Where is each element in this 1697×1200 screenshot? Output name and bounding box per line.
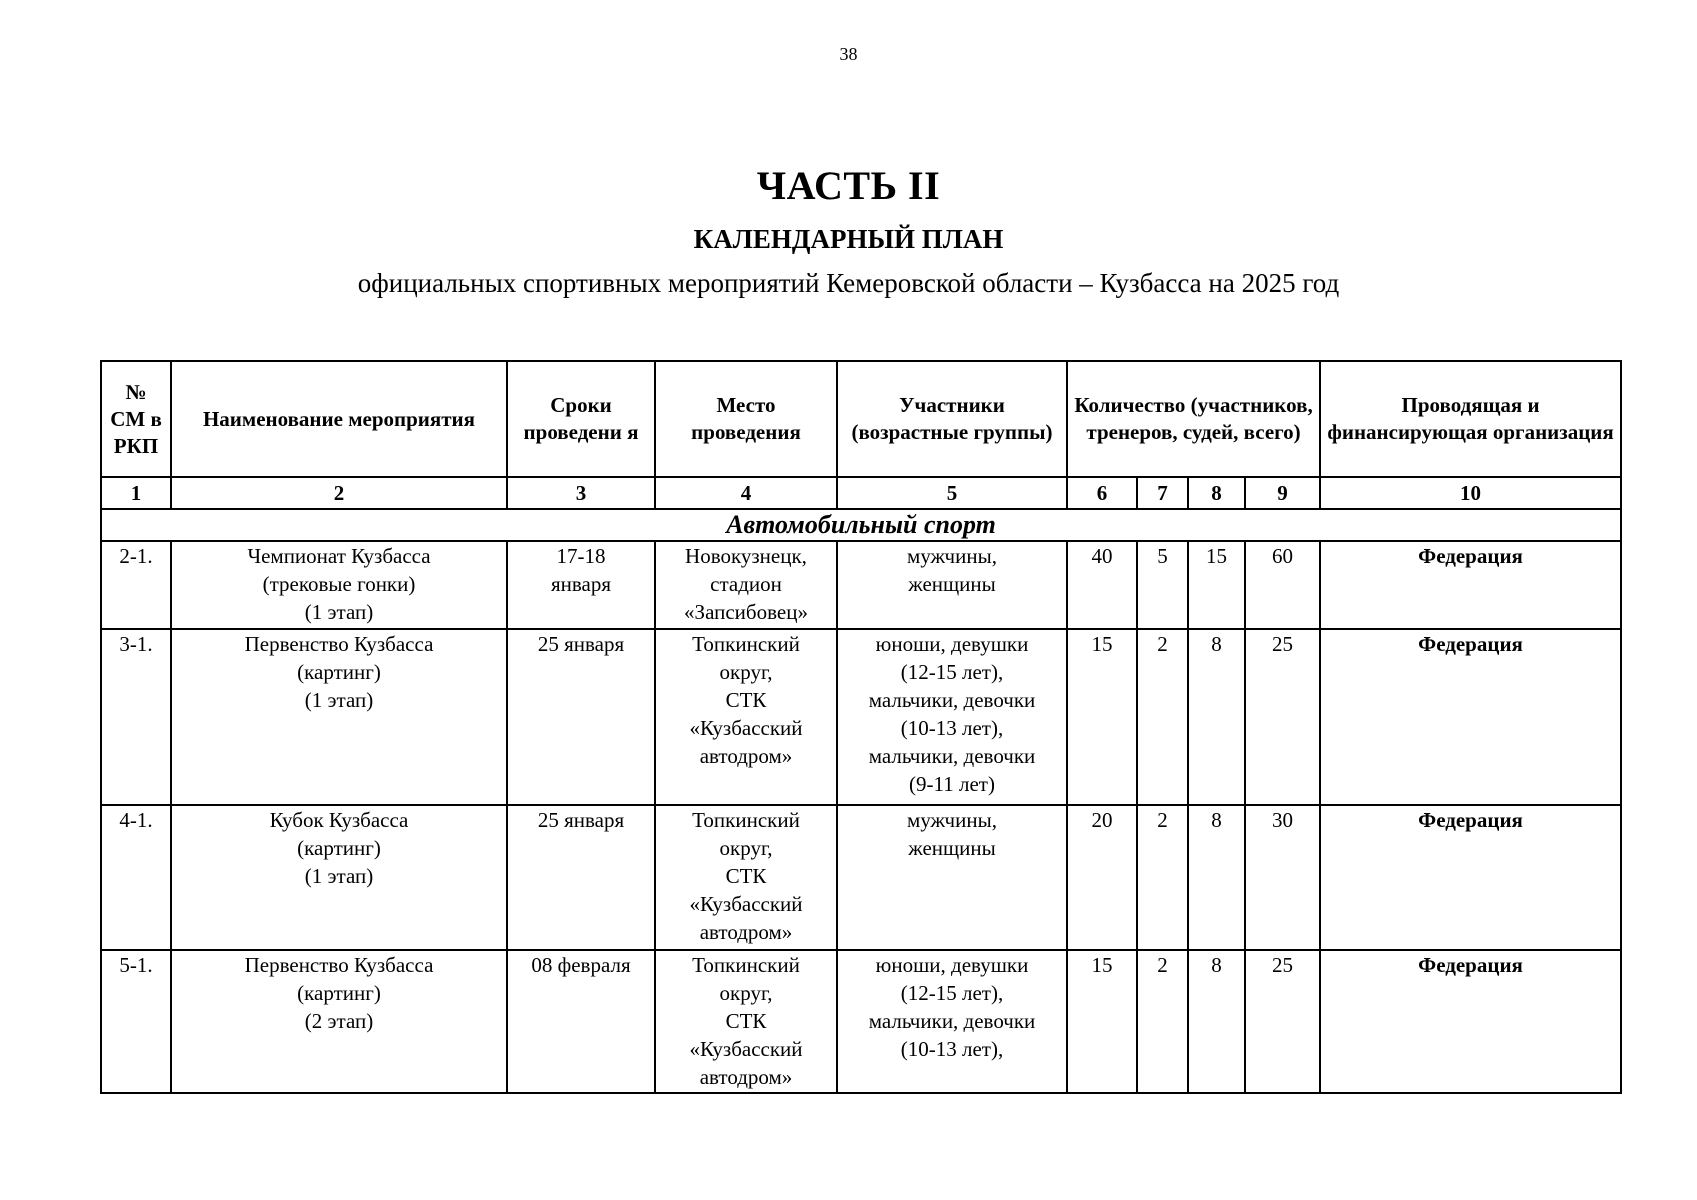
text-line: автодром» (699, 920, 793, 944)
text-line: (картинг) (297, 660, 381, 684)
event-number: 5-1. (101, 950, 171, 1093)
text-line: «Кузбасский (689, 892, 803, 916)
text-line: стадион (710, 572, 782, 596)
header-name: Наименование мероприятия (171, 361, 507, 477)
event-number: 4-1. (101, 805, 171, 950)
event-place (655, 805, 837, 950)
text-line: Чемпионат Кузбасса (247, 544, 431, 568)
column-number: 5 (837, 477, 1067, 509)
text-line: Кубок Кузбасса (269, 808, 409, 832)
text-line: округ, (719, 660, 773, 684)
event-place (655, 629, 837, 805)
text-line: (1 этап) (304, 864, 374, 888)
count-judges: 8 (1188, 805, 1245, 950)
count-coaches: 2 (1137, 805, 1188, 950)
event-participants (837, 805, 1067, 950)
text-line: юноши, девушки (875, 632, 1029, 656)
text-line: «Кузбасский (689, 1037, 803, 1061)
section-row (101, 509, 1621, 541)
event-name (171, 950, 507, 1093)
text-line: (2 этап) (304, 1009, 374, 1033)
event-number: 2-1. (101, 541, 171, 629)
count-coaches: 2 (1137, 629, 1188, 805)
column-number: 8 (1188, 477, 1245, 509)
text-line: (картинг) (297, 981, 381, 1005)
event-place (655, 541, 837, 629)
text-line: (12-15 лет), (900, 660, 1004, 684)
header-count: Количество (участников, тренеров, судей, всего) (1067, 361, 1320, 477)
event-participants (837, 950, 1067, 1093)
text-line: «Запсибовец» (684, 600, 808, 624)
header-org: Проводящая и финансирующая организация (1320, 361, 1621, 477)
column-number: 4 (655, 477, 837, 509)
column-number: 9 (1245, 477, 1320, 509)
event-name (171, 629, 507, 805)
column-number: 10 (1320, 477, 1621, 509)
text-line: юноши, девушки (875, 953, 1029, 977)
text-line: (9-11 лет) (909, 772, 995, 796)
event-dates (507, 950, 655, 1093)
text-line: 08 февраля (531, 953, 631, 977)
text-line: мужчины, (907, 808, 997, 832)
event-participants (837, 629, 1067, 805)
event-organization: Федерация (1320, 541, 1621, 629)
count-judges: 8 (1188, 950, 1245, 1093)
section-title: Автомобильный спорт (101, 509, 1621, 541)
text-line: (трековые гонки) (262, 572, 416, 596)
count-participants: 40 (1067, 541, 1137, 629)
text-line: женщины (908, 572, 996, 596)
column-number: 6 (1067, 477, 1137, 509)
text-line: (10-13 лет), (900, 1037, 1004, 1061)
text-line: 17-18 (556, 544, 606, 568)
text-line: января (550, 572, 612, 596)
column-number: 7 (1137, 477, 1188, 509)
event-dates (507, 629, 655, 805)
event-dates (507, 541, 655, 629)
text-line: Первенство Кузбасса (244, 632, 434, 656)
text-line: мальчики, девочки (868, 688, 1036, 712)
event-number: 3-1. (101, 629, 171, 805)
count-judges: 8 (1188, 629, 1245, 805)
count-coaches: 5 (1137, 541, 1188, 629)
table-row (101, 629, 1621, 805)
column-number: 1 (101, 477, 171, 509)
header-row (101, 361, 1621, 477)
event-participants (837, 541, 1067, 629)
text-line: СТК (725, 688, 767, 712)
text-line: округ, (719, 981, 773, 1005)
header-no: № СМ в РКП (101, 361, 171, 477)
event-organization: Федерация (1320, 950, 1621, 1093)
text-line: округ, (719, 836, 773, 860)
text-line: мальчики, девочки (868, 744, 1036, 768)
part-title: ЧАСТЬ II (756, 163, 941, 208)
text-line: (10-13 лет), (900, 716, 1004, 740)
text-line: мужчины, (907, 544, 997, 568)
plan-subtitle: официальных спортивных мероприятий Кемеровской области – Кузбасса на 2025 год (357, 268, 1340, 298)
text-line: Топкинский (692, 808, 800, 832)
table-row (101, 541, 1621, 629)
header-participants: Участники (возрастные группы) (837, 361, 1067, 477)
count-total: 25 (1245, 950, 1320, 1093)
column-number: 3 (507, 477, 655, 509)
event-name (171, 541, 507, 629)
count-participants: 15 (1067, 950, 1137, 1093)
event-place (655, 950, 837, 1093)
column-number-row (101, 477, 1621, 509)
text-line: 25 января (537, 632, 625, 656)
count-total: 60 (1245, 541, 1320, 629)
count-participants: 20 (1067, 805, 1137, 950)
text-line: (1 этап) (304, 600, 374, 624)
text-line: Топкинский (692, 632, 800, 656)
event-name (171, 805, 507, 950)
text-line: автодром» (699, 744, 793, 768)
text-line: Топкинский (692, 953, 800, 977)
table-row (101, 805, 1621, 950)
text-line: СТК (725, 1009, 767, 1033)
text-line: мальчики, девочки (868, 1009, 1036, 1033)
text-line: автодром» (699, 1065, 793, 1089)
page-number: 38 (839, 44, 858, 64)
text-line: Новокузнецк, (685, 544, 807, 568)
text-line: «Кузбасский (689, 716, 803, 740)
plan-title: КАЛЕНДАРНЫЙ ПЛАН (693, 224, 1004, 254)
count-coaches: 2 (1137, 950, 1188, 1093)
count-total: 25 (1245, 629, 1320, 805)
count-judges: 15 (1188, 541, 1245, 629)
text-line: 25 января (537, 808, 625, 832)
header-place: Место проведения (655, 361, 837, 477)
text-line: Первенство Кузбасса (244, 953, 434, 977)
text-line: женщины (908, 836, 996, 860)
column-number: 2 (171, 477, 507, 509)
table-row (101, 950, 1621, 1093)
event-organization: Федерация (1320, 805, 1621, 950)
count-participants: 15 (1067, 629, 1137, 805)
count-total: 30 (1245, 805, 1320, 950)
text-line: (картинг) (297, 836, 381, 860)
header-dates: Сроки проведени я (507, 361, 655, 477)
text-line: (12-15 лет), (900, 981, 1004, 1005)
event-organization: Федерация (1320, 629, 1621, 805)
text-line: СТК (725, 864, 767, 888)
text-line: (1 этап) (304, 688, 374, 712)
calendar-plan-table (100, 360, 1622, 1094)
event-dates (507, 805, 655, 950)
